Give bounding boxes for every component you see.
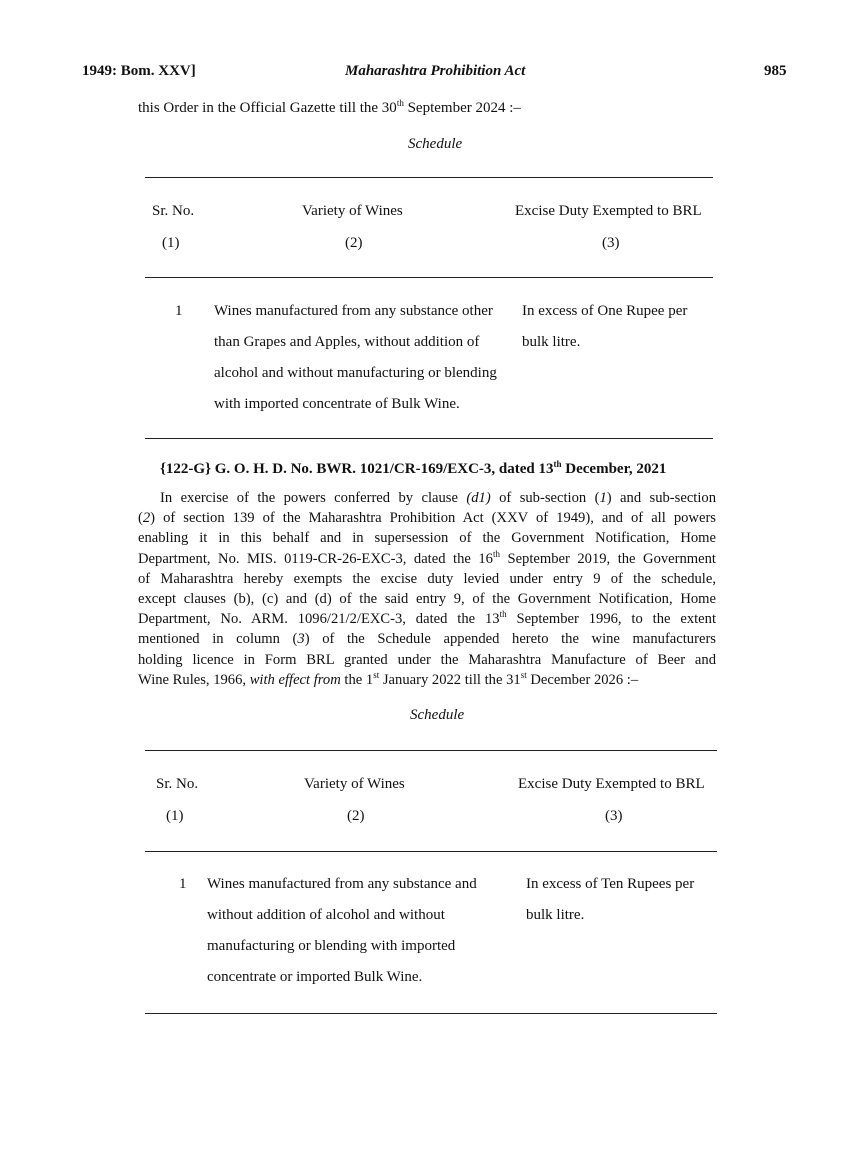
schedule-1-bottom-rule (145, 438, 713, 439)
schedule-1-row-sr: 1 (175, 303, 183, 319)
schedule-1-colnum-1: (1) (162, 235, 180, 251)
order-heading: {122-G} G. O. H. D. No. BWR. 1021/CR-169/EXC-3, dated 13th December, 2021 (160, 459, 667, 477)
schedule-2-row-sr: 1 (179, 876, 187, 892)
schedule-1-col-sr: Sr. No. (152, 203, 195, 219)
schedule-1-title: Schedule (408, 136, 463, 152)
running-header-title: Maharashtra Prohibition Act (345, 63, 526, 79)
schedule-1-colnum-3: (3) (602, 235, 620, 251)
schedule-2-colnum-2: (2) (347, 808, 365, 824)
intro-line: this Order in the Official Gazette till the 30th September 2024 :– (138, 98, 521, 116)
page-number: 985 (764, 63, 787, 79)
schedule-2-row-duty: In excess of Ten Rupees per bulk litre. (526, 876, 695, 923)
schedule-2-bottom-rule (145, 1013, 717, 1014)
schedule-1-row-duty: In excess of One Rupee per bulk litre. (522, 303, 688, 350)
schedule-2-col-duty: Excise Duty Exempted to BRL (518, 776, 705, 792)
schedule-1-row-variety: Wines manufactured from any substance other than Grapes and Apples, without addition of alcohol and without manufacturing or blending with imported concentrate of Bulk Wine. (214, 303, 497, 412)
schedule-2-colnum-3: (3) (605, 808, 623, 824)
schedule-1-col-variety: Variety of Wines (302, 203, 403, 219)
schedule-2-colnum-1: (1) (166, 808, 184, 824)
schedule-1-colnum-2: (2) (345, 235, 363, 251)
schedule-2-top-rule (145, 750, 717, 751)
schedule-2-header-rule (145, 851, 717, 852)
schedule-1-header-rule (145, 277, 713, 278)
schedule-2-col-variety: Variety of Wines (304, 776, 405, 792)
schedule-1-top-rule (145, 177, 713, 178)
schedule-1-col-duty: Excise Duty Exempted to BRL (515, 203, 702, 219)
schedule-2-col-sr: Sr. No. (156, 776, 199, 792)
schedule-2-title: Schedule (410, 707, 465, 723)
order-paragraph: In exercise of the powers conferred by clause (d1) of sub-section (1) and sub-section (2) of section 139 of the Maharashtra Prohibition Act (XXV of 1949), and of all powers enabling it in this behalf and in supersession of the Government Notification, Home Department, No. MIS. 0119-CR-26-EXC-3, dated the 16th September 2019, the Government of Maharashtra hereby exempts the excise duty levied under entry 9 of the schedule, except clauses (b), (c) and (d) of the said entry 9, of the Government Notification, Home Department, No. ARM. 1096/21/2/EXC-3, dated the 13th September 1996, to the extent mentioned in column (3) of the Schedule appended hereto the wine manufacturers holding licence in Form BRL granted under the Maharashtra Manufacture of Beer and Wine Rules, 1966, with effect from the 1st January 2022 till the 31st December 2026 :– (138, 490, 717, 688)
schedule-2-row-variety: Wines manufactured from any substance and without addition of alcohol and without manufacturing or blending with imported concentrate or imported Bulk Wine. (207, 876, 477, 985)
running-header-left: 1949: Bom. XXV] (82, 63, 196, 79)
